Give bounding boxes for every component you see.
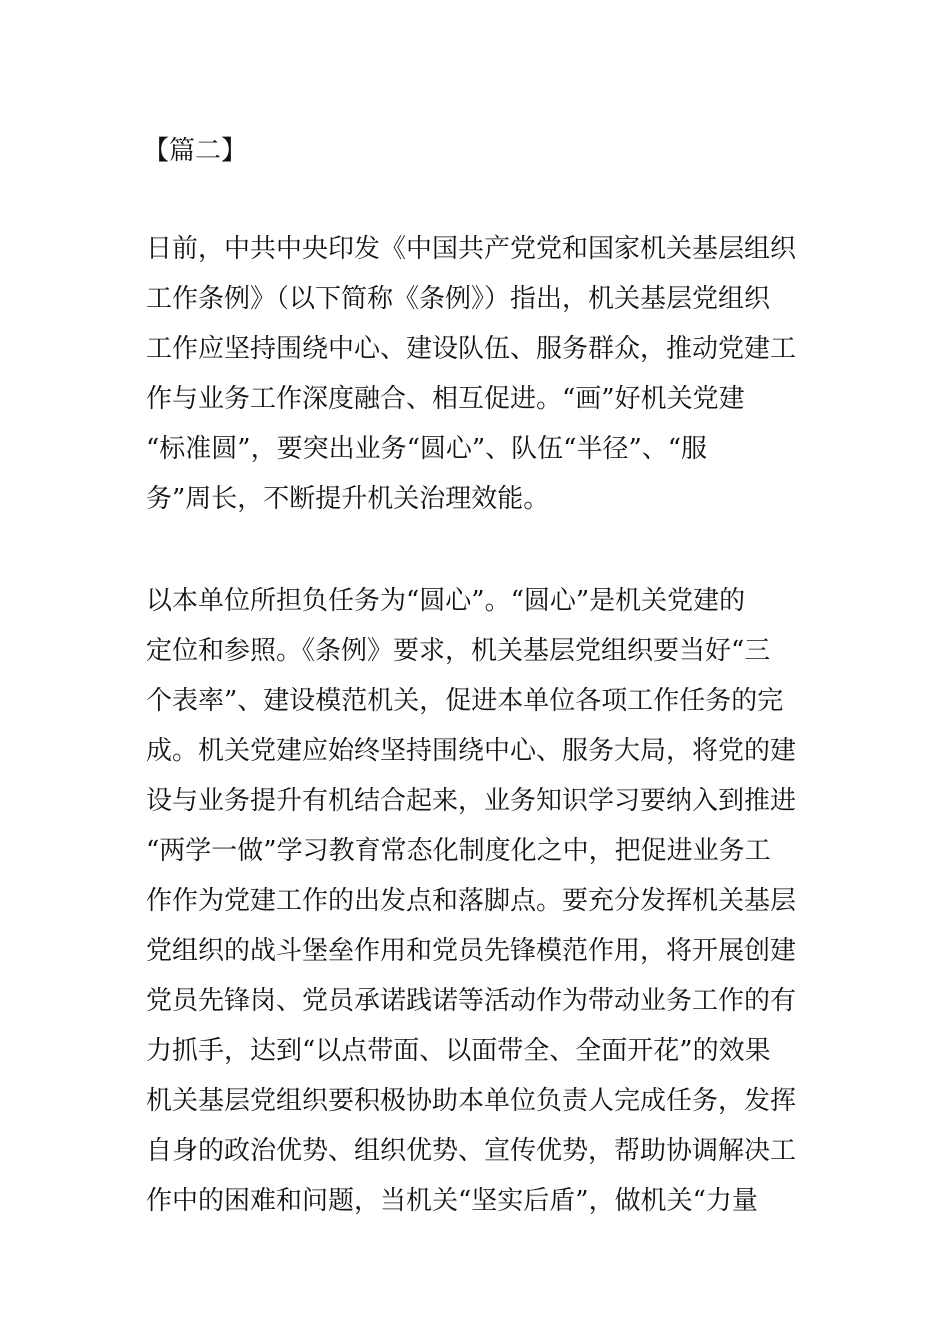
text-line: “两学一做”学习教育常态化制度化之中，把促进业务工 bbox=[146, 836, 771, 866]
paragraph-1 bbox=[146, 224, 811, 524]
text-line: 党员先锋岗、党员承诺践诺等活动作为带动业务工作的有 bbox=[146, 986, 797, 1016]
text-line: 机关基层党组织要积极协助本单位负责人完成任务，发挥 bbox=[146, 1086, 797, 1116]
text-line: 个表率”、建设模范机关，促进本单位各项工作任务的完 bbox=[146, 686, 784, 716]
text-line: 作与业务工作深度融合、相互促进。“画”好机关党建 bbox=[146, 384, 745, 414]
text-line: 成。机关党建应始终坚持围绕中心、服务大局，将党的建 bbox=[146, 736, 797, 766]
text-line: 自身的政治优势、组织优势、宣传优势，帮助协调解决工 bbox=[146, 1136, 797, 1166]
text-line: 以本单位所担负任务为“圆心”。“圆心”是机关党建的 bbox=[146, 586, 746, 616]
text-line: 党组织的战斗堡垒作用和党员先锋模范作用，将开展创建 bbox=[146, 936, 797, 966]
text-line: 工作应坚持围绕中心、建设队伍、服务群众，推动党建工 bbox=[146, 334, 797, 364]
text-line: 定位和参照。《条例》要求，机关基层党组织要当好“三 bbox=[146, 636, 771, 666]
text-line: 工作条例》（以下简称《条例》）指出，机关基层党组织 bbox=[146, 284, 771, 314]
text-line: 务”周长，不断提升机关治理效能。 bbox=[146, 484, 550, 514]
paragraph-2 bbox=[146, 576, 811, 1226]
text-line: 日前，中共中央印发《中国共产党党和国家机关基层组织 bbox=[146, 234, 797, 264]
text-line: 设与业务提升有机结合起来，业务知识学习要纳入到推进 bbox=[146, 786, 797, 816]
text-line: “标准圆”，要突出业务“圆心”、队伍“半径”、“服 bbox=[146, 434, 708, 464]
text-line: 作作为党建工作的出发点和落脚点。要充分发挥机关基层 bbox=[146, 886, 797, 916]
text-line: 力抓手，达到“以点带面、以面带全、全面开花”的效果 bbox=[146, 1036, 771, 1066]
text-line: 作中的困难和问题，当机关“坚实后盾”，做机关“力量 bbox=[146, 1186, 758, 1216]
section-heading: 【篇二】 bbox=[143, 136, 248, 166]
